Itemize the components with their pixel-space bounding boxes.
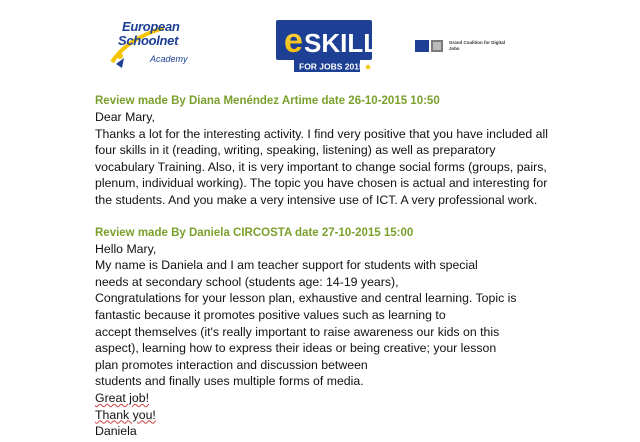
review-line: four skills in it (reading, writing, speaking, listening) as well as preparatory — [95, 143, 496, 158]
eskills-logo — [270, 6, 397, 78]
review-line: Hello Mary, — [95, 241, 157, 256]
eskills-sub: FOR JOBS 2015 — [299, 61, 364, 72]
review-line — [95, 407, 635, 424]
review-diana — [95, 93, 635, 209]
star-icon: ★ — [364, 62, 373, 72]
grand-coalition-logo — [415, 38, 505, 58]
review-title: Review made By Diana Menéndez Artime date 26-10-2015 10:50 — [95, 95, 440, 107]
review-line: Thanks a lot for the interesting activity. I find very positive that you have included all — [95, 126, 548, 141]
review-line: Congratulations for your lesson plan, exhaustive and central learning. Topic is — [95, 291, 517, 306]
esn-title-line1: European — [122, 19, 180, 34]
eskills-e-letter: e — [284, 22, 303, 60]
esn-academy-label: Academy — [150, 54, 188, 64]
review-line: needs at secondary school (students age: 14-19 years), — [95, 274, 399, 289]
review-line: plenum, individual working). The topic you have chosen is actual and interesting for — [95, 176, 548, 191]
review-line: Dear Mary, — [95, 110, 155, 124]
review-title: Review made By Daniela CIRCOSTA date 27-10-2015 15:00 — [95, 226, 414, 239]
review-line-text: Great job! — [95, 390, 149, 405]
review-daniela — [95, 225, 635, 440]
review-line: the students. And you make a very intensive use of ICT. A very professional work. — [95, 192, 538, 207]
eskills-title: SKILLS — [304, 28, 397, 58]
european-schoolnet-logo — [108, 18, 218, 70]
eu-flag-icon — [415, 38, 445, 58]
review-line — [95, 390, 635, 407]
review-line: accept themselves (it's really important to raise awareness our kids on this — [95, 324, 500, 339]
review-line: plan promotes interaction and discussion between — [95, 357, 368, 372]
grand-coalition-text: Grand Coalition for Digital Jobs — [449, 40, 505, 51]
reviews-container — [95, 93, 635, 440]
review-line: Daniela — [95, 424, 137, 439]
review-line: vocabulary Training. Also, it is very important to change social forms (groups, pairs, — [95, 159, 547, 174]
esn-title-line2: Schoolnet — [118, 33, 179, 48]
review-line: aspect), learning how to express their ideas or being creative; your lesson — [95, 341, 497, 356]
review-line: students and finally uses multiple forms of media. — [95, 374, 364, 389]
page-header — [0, 0, 640, 90]
review-line: My name is Daniela and I am teacher support for students with special — [95, 258, 478, 273]
review-line: fantastic because it promotes positive values such as learning to — [95, 307, 446, 322]
review-line-text: Thank you! — [95, 407, 156, 422]
